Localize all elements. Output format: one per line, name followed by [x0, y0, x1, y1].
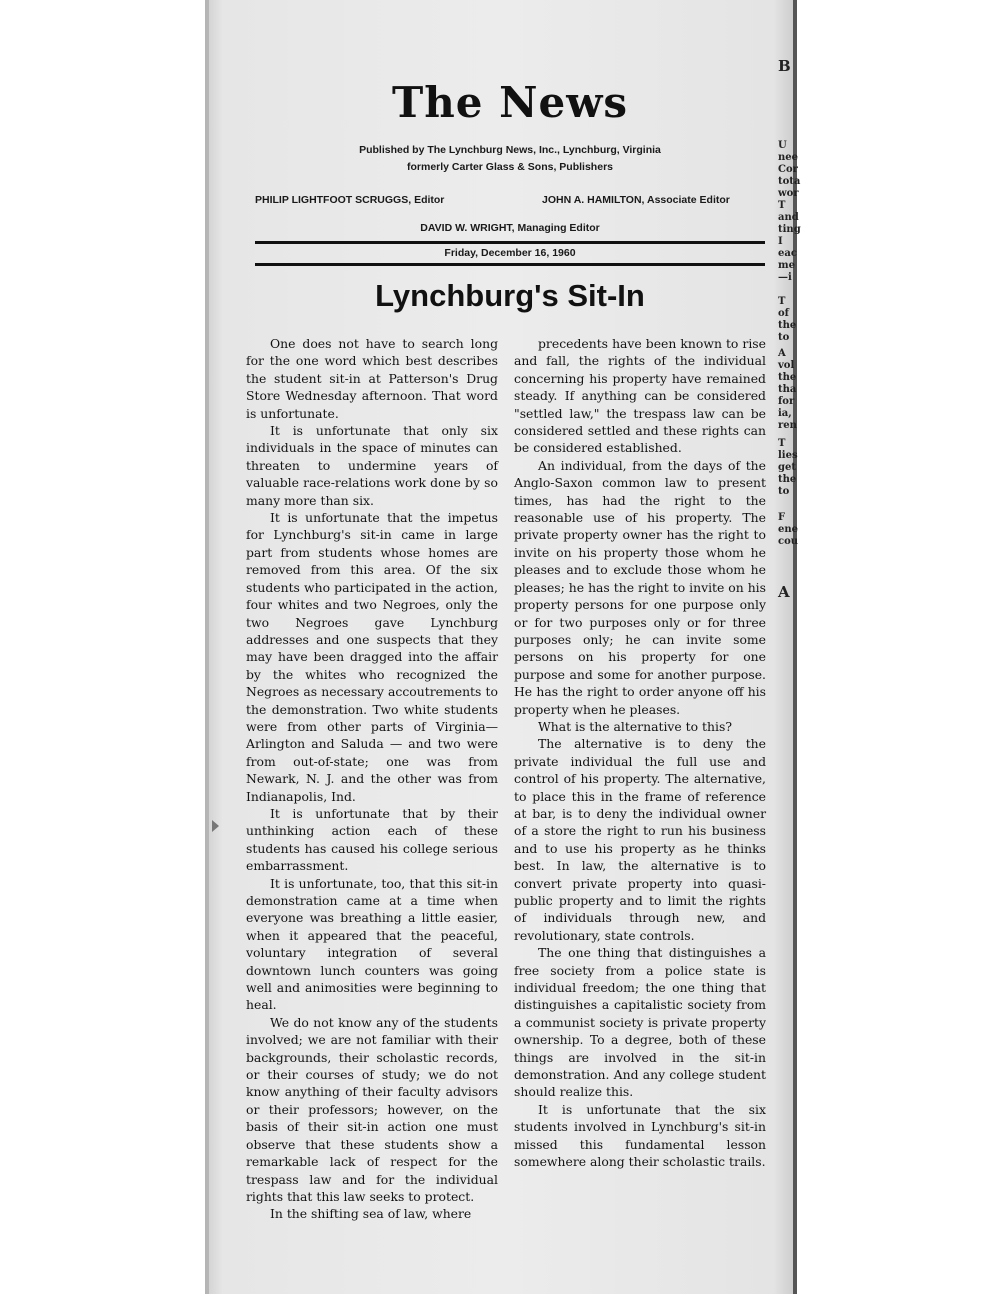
- paragraph: We do not know any of the students involved; we are not familiar with their backgrounds, their scholastic records, or their courses of study; we do not know anything of their faculty advisors or their professors; however, on the basis of their sit-in action one must observe that these students show a remarkable lack of respect for the trespass law and for the individual rights that this law seeks to protect.: [246, 1014, 498, 1204]
- margin-fragment: B: [778, 57, 791, 75]
- margin-fragment: ene: [778, 524, 798, 535]
- margin-fragment: F: [778, 512, 786, 523]
- associate-editor-name: JOHN A. HAMILTON, Associate Editor: [542, 194, 730, 206]
- right-column: [514, 335, 766, 1171]
- margin-fragment: get: [778, 462, 796, 473]
- margin-fragment: for: [778, 396, 795, 407]
- margin-fragment: tha: [778, 384, 797, 395]
- margin-fragment: T: [778, 438, 786, 449]
- margin-fragment: —i: [778, 272, 792, 283]
- rule-top: [255, 241, 765, 244]
- margin-fragment: to: [778, 486, 790, 497]
- dateline: Friday, December 16, 1960: [444, 247, 576, 259]
- margin-fragment: cou: [778, 536, 799, 547]
- margin-fragment: of: [778, 308, 789, 319]
- margin-fragment: wor: [778, 188, 799, 199]
- margin-fragment: the: [778, 474, 797, 485]
- margin-fragment: the: [778, 372, 797, 383]
- margin-fragment: T: [778, 296, 786, 307]
- paragraph: precedents have been known to rise and fall, the rights of the individual concerning his property have remained steady. If anything can be considered "settled law," the trespass law can be considered settled and these rights can be considered established.: [514, 336, 766, 456]
- margin-fragment: and: [778, 212, 799, 223]
- margin-fragment: tota: [778, 176, 801, 187]
- margin-fragment: the: [778, 320, 797, 331]
- margin-fragment: ren: [778, 420, 797, 431]
- paragraph: It is unfortunate, too, that this sit-in demonstration came at a time when everyone was breathing a little easier, when it appeared that the peaceful, voluntary integration of several downtown lunch counters was going well and animosities were beginning to heal.: [246, 875, 498, 1013]
- rule-bottom: [255, 263, 765, 266]
- margin-fragment: nee: [778, 152, 798, 163]
- editor-name: PHILIP LIGHTFOOT SCRUGGS, Editor: [255, 194, 445, 206]
- margin-fragment: ting: [778, 224, 801, 235]
- paragraph: An individual, from the days of the Anglo-Saxon common law to present times, has had the right to the reasonable use of his property. The private property owner has the right to invite on his property those whom he pleases and to exclude those whom he pleases; he has the right to invite on his property persons for one purpose only or for two purposes only or for three purposes only; he can invite some persons on his property for one purpose and some for another purpose. He has the right to order anyone off his property when he pleases.: [514, 457, 766, 717]
- margin-fragment: lies: [778, 450, 798, 461]
- scan-arrow-mark: [212, 820, 219, 832]
- scan-left-edge: [205, 0, 209, 1294]
- masthead: The News: [391, 78, 629, 127]
- margin-fragment: eac: [778, 248, 797, 259]
- paragraph: One does not have to search long for the one word which best describes the student sit-in at Patterson's Drug Store Wednesday afternoon. That word is unfortunate.: [246, 336, 498, 421]
- margin-fragment: me: [778, 260, 795, 271]
- margin-fragment: U: [778, 140, 787, 151]
- margin-fragment: A: [778, 348, 786, 359]
- margin-fragment: T: [778, 200, 786, 211]
- margin-fragment: Cor: [778, 164, 798, 175]
- paragraph: The alternative is to deny the private individual the full use and control of his property. The alternative, to place this in the frame of reference at bar, is to deny the individual owner of a store the right to run his business and to use his property as he thinks best. In law, the alternative is to convert private property into quasi-public property and to limit the rights of individuals through new, and revolutionary, state controls.: [514, 736, 766, 943]
- publisher-former-line: formerly Carter Glass & Sons, Publishers: [407, 161, 613, 173]
- paragraph: In the shifting sea of law, where: [270, 1206, 472, 1222]
- publisher-line: Published by The Lynchburg News, Inc., Lynchburg, Virginia: [359, 144, 661, 156]
- managing-editor-name: DAVID W. WRIGHT, Managing Editor: [420, 222, 600, 234]
- paragraph: It is unfortunate that only six individuals in the space of minutes can threaten to undermine years of valuable race-relations work done by so many more than six.: [246, 423, 498, 508]
- editorial-headline: Lynchburg's Sit-In: [375, 278, 645, 313]
- margin-fragment: vol: [778, 360, 795, 371]
- paragraph: It is unfortunate that the impetus for Lynchburg's sit-in came in large part from students whose homes are removed from this area. Of the six students who participated in the action, four whites and two Negroes, only the two Negroes gave Lynchburg addresses and one suspects that they may have been dragged into the affair by the whites who recognized the Negroes as necessary accoutrements to the demonstration. Two white students were from other parts of Virginia— Arlington and Saluda — and two were from out-of-state; one was from Newark, N. J. and the other was from Indianapolis, Ind.: [246, 510, 498, 804]
- left-column: [246, 335, 498, 1223]
- paragraph: The one thing that distinguishes a free society from a police state is individual freedom; the one thing that distinguishes a capitalistic society from a communist society is private property ownership. To a degree, both of these things are involved in the sit-in demonstration. And any college student should realize this.: [514, 945, 766, 1100]
- margin-fragment: to: [778, 332, 790, 343]
- paragraph: What is the alternative to this?: [538, 718, 732, 734]
- paragraph: It is unfortunate that the six students involved in Lynchburg's sit-in missed this fundamental lesson somewhere along their scholastic trails.: [514, 1101, 766, 1170]
- margin-fragment: A: [778, 583, 790, 601]
- margin-fragment: I: [778, 236, 783, 247]
- margin-fragment: ia,: [778, 408, 792, 419]
- paragraph: It is unfortunate that by their unthinking action each of these students has caused his college serious embarrassment.: [246, 805, 498, 874]
